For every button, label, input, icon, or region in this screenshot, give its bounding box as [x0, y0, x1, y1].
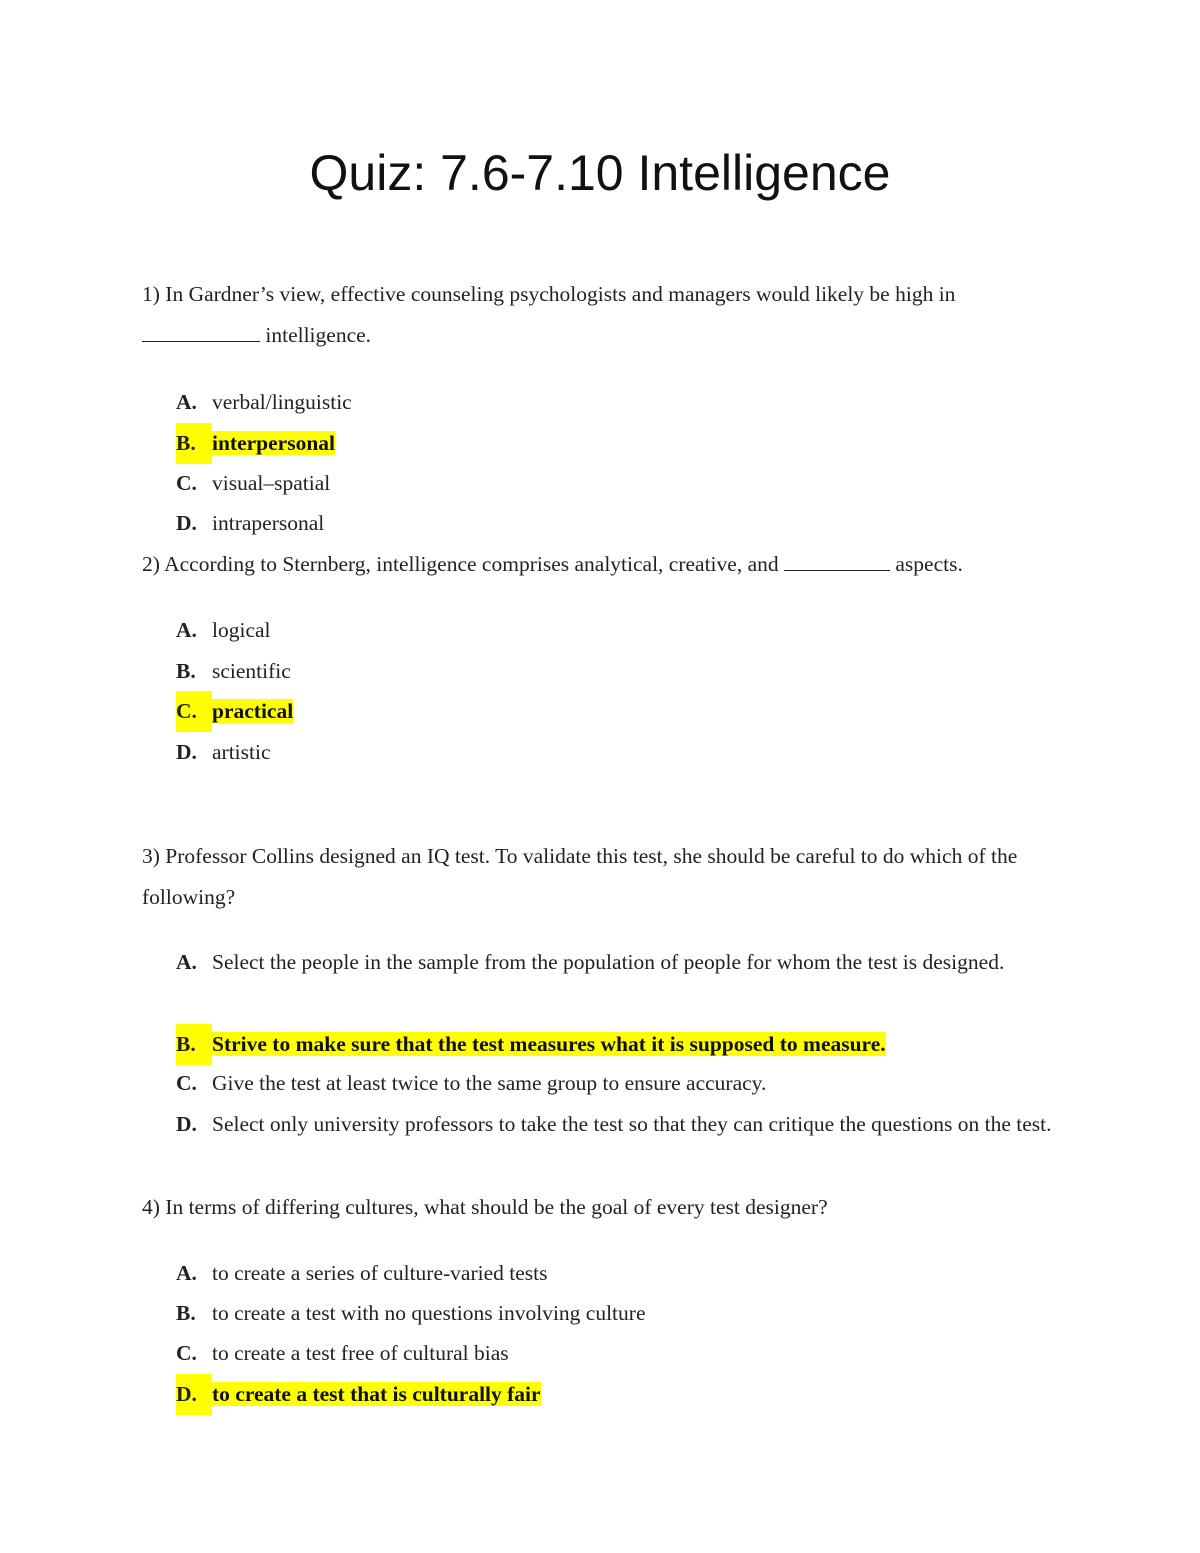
option-text: artistic — [212, 740, 271, 764]
question-3-option-b-correct — [176, 1024, 1066, 1065]
option-text: to create a test with no questions involving culture — [212, 1301, 646, 1325]
question-1-option-d — [176, 503, 1066, 544]
answer-blank — [784, 549, 890, 571]
page-title: Quiz: 7.6-7.10 Intelligence — [309, 145, 891, 201]
option-text: Select only university professors to take the test so that they can critique the questions on the test. — [212, 1112, 1052, 1136]
question-3: 3) Professor Collins designed an IQ test. To validate this test, she should be careful to do which of the following? — [142, 844, 1018, 909]
question-2-option-a — [176, 610, 1066, 651]
question-2-option-c-correct — [176, 691, 1066, 732]
option-letter: D. — [176, 511, 197, 535]
question-4-option-a — [176, 1253, 1066, 1294]
option-letter: C. — [176, 691, 212, 732]
question-4: 4) In terms of differing cultures, what should be the goal of every test designer? — [142, 1195, 828, 1219]
option-text: logical — [212, 618, 271, 642]
option-text-highlighted: to create a test that is culturally fair — [212, 1382, 541, 1406]
question-1-option-c — [176, 463, 1066, 504]
question-2-option-b — [176, 651, 1066, 692]
option-letter: C. — [176, 471, 197, 495]
question-1 — [142, 274, 1062, 356]
question-3-option-d — [176, 1104, 1076, 1145]
question-2 — [142, 544, 1062, 585]
answer-blank — [142, 320, 260, 342]
option-text: verbal/linguistic — [212, 390, 352, 414]
question-4-option-c — [176, 1333, 1066, 1374]
option-letter: C. — [176, 1341, 197, 1365]
question-1-option-a — [176, 382, 1066, 423]
question-2-text-before: 2) According to Sternberg, intelligence comprises analytical, creative, and — [142, 552, 779, 576]
option-letter: D. — [176, 1112, 197, 1136]
option-text: intrapersonal — [212, 511, 325, 535]
option-letter: B. — [176, 1024, 212, 1065]
question-1-option-b-correct — [176, 423, 1066, 464]
question-1-text-after: intelligence. — [265, 323, 372, 347]
option-letter: A. — [176, 390, 197, 414]
option-letter: A. — [176, 950, 197, 974]
option-letter: A. — [176, 618, 197, 642]
option-text: to create a test free of cultural bias — [212, 1341, 509, 1365]
option-text: visual–spatial — [212, 471, 331, 495]
question-4-option-d-correct — [176, 1374, 1066, 1415]
question-3-option-c — [176, 1063, 1066, 1104]
option-text: Select the people in the sample from the population of people for whom the test is designed. — [212, 950, 1005, 974]
option-letter: D. — [176, 1374, 212, 1415]
question-1-text-before: 1) In Gardner’s view, effective counseling psychologists and managers would likely be high in — [142, 282, 956, 306]
option-text: to create a series of culture-varied tests — [212, 1261, 548, 1285]
option-text: scientific — [212, 659, 291, 683]
option-letter: B. — [176, 659, 196, 683]
option-letter: C. — [176, 1071, 197, 1095]
option-letter: B. — [176, 423, 212, 464]
option-letter: D. — [176, 740, 197, 764]
question-3-option-a — [176, 942, 1016, 983]
option-text-highlighted: practical — [212, 699, 294, 723]
question-2-option-d — [176, 732, 1066, 773]
option-text: Give the test at least twice to the same group to ensure accuracy. — [212, 1071, 767, 1095]
option-text-highlighted: Strive to make sure that the test measures what it is supposed to measure. — [212, 1032, 886, 1056]
option-text-highlighted: interpersonal — [212, 431, 336, 455]
question-2-text-after: aspects. — [895, 552, 963, 576]
option-letter: A. — [176, 1261, 197, 1285]
question-4-option-b — [176, 1293, 1066, 1334]
option-letter: B. — [176, 1301, 196, 1325]
